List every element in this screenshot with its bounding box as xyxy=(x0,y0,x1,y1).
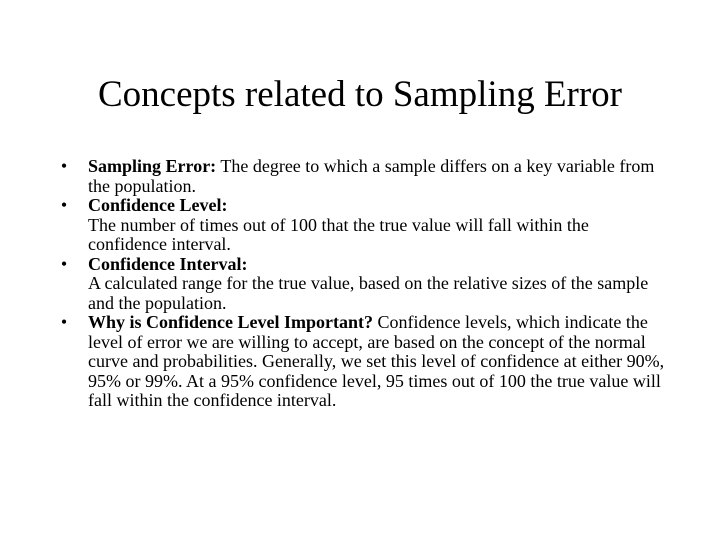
bullet-text: A calculated range for the true value, based on the relative sizes of the sample and the population. xyxy=(88,273,649,313)
bullet-list xyxy=(57,157,667,411)
bullet-icon: • xyxy=(60,312,68,332)
bullet-item-why-confidence-level xyxy=(57,313,667,411)
bullet-icon: • xyxy=(60,253,68,274)
bullet-term: Confidence Interval: xyxy=(88,253,248,274)
bullet-term: Why is Confidence Level Important? xyxy=(88,312,373,332)
bullet-text: The degree to which a sample differs on a key variable from the population. xyxy=(88,156,655,196)
bullet-term: Confidence Level: xyxy=(88,195,228,215)
bullet-text: The number of times out of 100 that the true value will fall within the confidence interval. xyxy=(88,214,589,254)
slide-title: Concepts related to Sampling Error xyxy=(97,74,623,115)
bullet-text: Confidence levels, which indicate the level of error we are willing to accept, are based on the concept of the normal curve and probabilities. Generally, we set this level of confidence at either 90%, 95% or 99%. At a 95% confidence level, 95 times out of 100 the true value will fall within the confidence interval. xyxy=(88,312,665,410)
bullet-item-confidence-interval xyxy=(57,255,667,314)
bullet-item-sampling-error xyxy=(57,157,667,196)
bullet-icon: • xyxy=(60,195,68,215)
bullet-term: Sampling Error: xyxy=(88,156,217,176)
bullet-icon: • xyxy=(60,156,68,176)
bullet-item-confidence-level xyxy=(57,196,667,255)
